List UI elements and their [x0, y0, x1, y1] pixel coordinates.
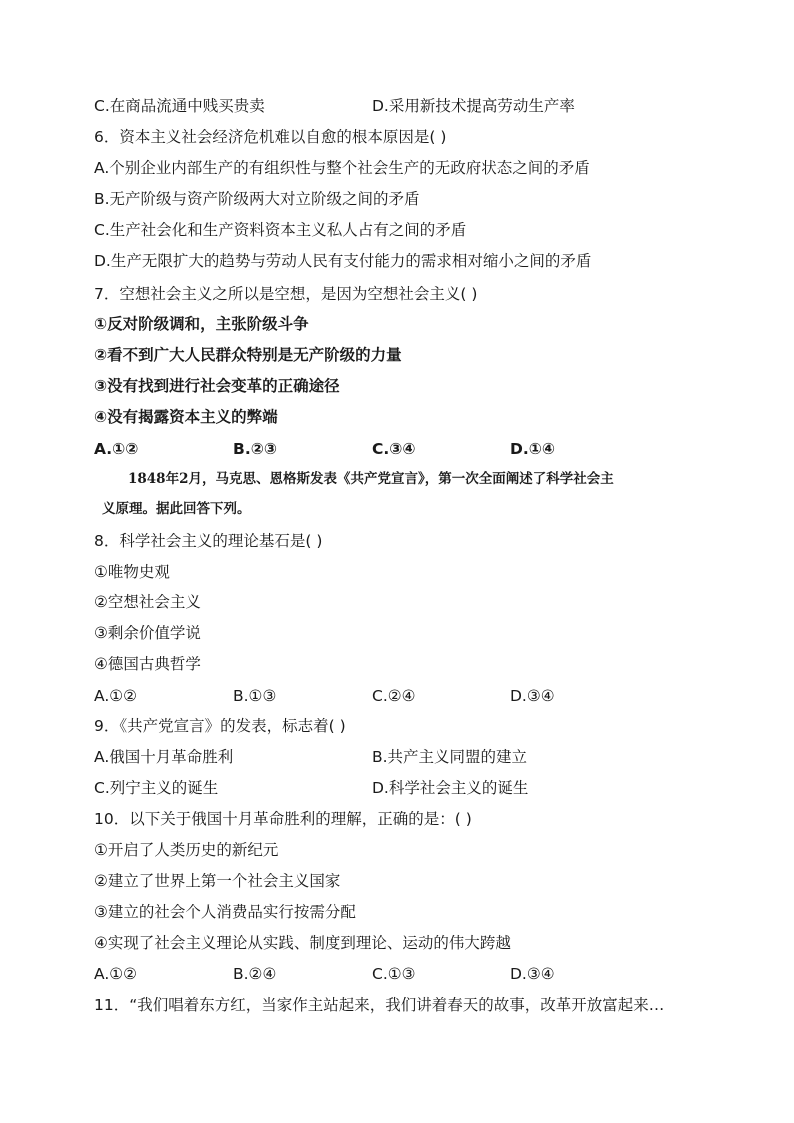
- q8-item-3: ③剩余价值学说: [94, 624, 201, 642]
- q7-item-4: ④没有揭露资本主义的弊端: [94, 408, 278, 426]
- q7-option-c: C.③④: [372, 440, 416, 458]
- q6-option-c: C.生产社会化和生产资料资本主义私人占有之间的矛盾: [94, 221, 467, 239]
- q10-option-a: A.①②: [94, 965, 138, 983]
- q8-stem: 8．科学社会主义的理论基石是( ): [94, 532, 323, 550]
- q6-option-b: B.无产阶级与资产阶级两大对立阶级之间的矛盾: [94, 190, 420, 208]
- q8-option-d: D.③④: [510, 687, 555, 705]
- q8-option-c: C.②④: [372, 687, 416, 705]
- q6-option-a: A.个别企业内部生产的有组织性与整个社会生产的无政府状态之间的矛盾: [94, 159, 590, 177]
- q10-option-d: D.③④: [510, 965, 555, 983]
- q7-option-a: A.①②: [94, 440, 139, 458]
- q10-item-3: ③建立的社会个人消费品实行按需分配: [94, 903, 356, 921]
- q7-item-3: ③没有找到进行社会变革的正确途径: [94, 377, 340, 395]
- q11-stem: 11．“我们唱着东方红，当家作主站起来，我们讲着春天的故事，改革开放富起来…: [94, 996, 665, 1014]
- q8-item-4: ④德国古典哲学: [94, 655, 201, 673]
- material-line-2: 义原理。据此回答下列。: [102, 501, 251, 517]
- q10-stem: 10．以下关于俄国十月革命胜利的理解，正确的是：( ): [94, 810, 472, 828]
- q9-option-b: B.共产主义同盟的建立: [372, 748, 528, 766]
- q10-item-2: ②建立了世界上第一个社会主义国家: [94, 872, 341, 890]
- q8-item-2: ②空想社会主义: [94, 593, 201, 611]
- q5-option-d: D.采用新技术提高劳动生产率: [372, 97, 575, 115]
- material-line-1: 1848年2月，马克思、恩格斯发表《共产党宣言》，第一次全面阐述了科学社会主: [128, 471, 614, 487]
- q9-stem: 9．《共产党宣言》的发表，标志着( ): [94, 717, 346, 735]
- q9-option-d: D.科学社会主义的诞生: [372, 779, 529, 797]
- q10-item-4: ④实现了社会主义理论从实践、制度到理论、运动的伟大跨越: [94, 934, 511, 952]
- q5-option-c: C.在商品流通中贱买贵卖: [94, 97, 265, 115]
- q8-item-1: ①唯物史观: [94, 563, 170, 581]
- q7-option-b: B.②③: [233, 440, 277, 458]
- q6-stem: 6．资本主义社会经济危机难以自愈的根本原因是( ): [94, 128, 447, 146]
- q7-item-1: ①反对阶级调和，主张阶级斗争: [94, 315, 309, 333]
- q8-option-b: B.①③: [233, 687, 277, 705]
- q6-option-d: D.生产无限扩大的趋势与劳动人民有支付能力的需求相对缩小之间的矛盾: [94, 252, 592, 270]
- q7-stem: 7．空想社会主义之所以是空想，是因为空想社会主义( ): [94, 285, 478, 303]
- q9-option-c: C.列宁主义的诞生: [94, 779, 219, 797]
- q10-option-b: B.②④: [233, 965, 277, 983]
- q8-option-a: A.①②: [94, 687, 138, 705]
- q10-item-1: ①开启了人类历史的新纪元: [94, 841, 279, 859]
- q9-option-a: A.俄国十月革命胜利: [94, 748, 234, 766]
- q10-option-c: C.①③: [372, 965, 416, 983]
- q7-item-2: ②看不到广大人民群众特别是无产阶级的力量: [94, 346, 402, 364]
- q7-option-d: D.①④: [510, 440, 556, 458]
